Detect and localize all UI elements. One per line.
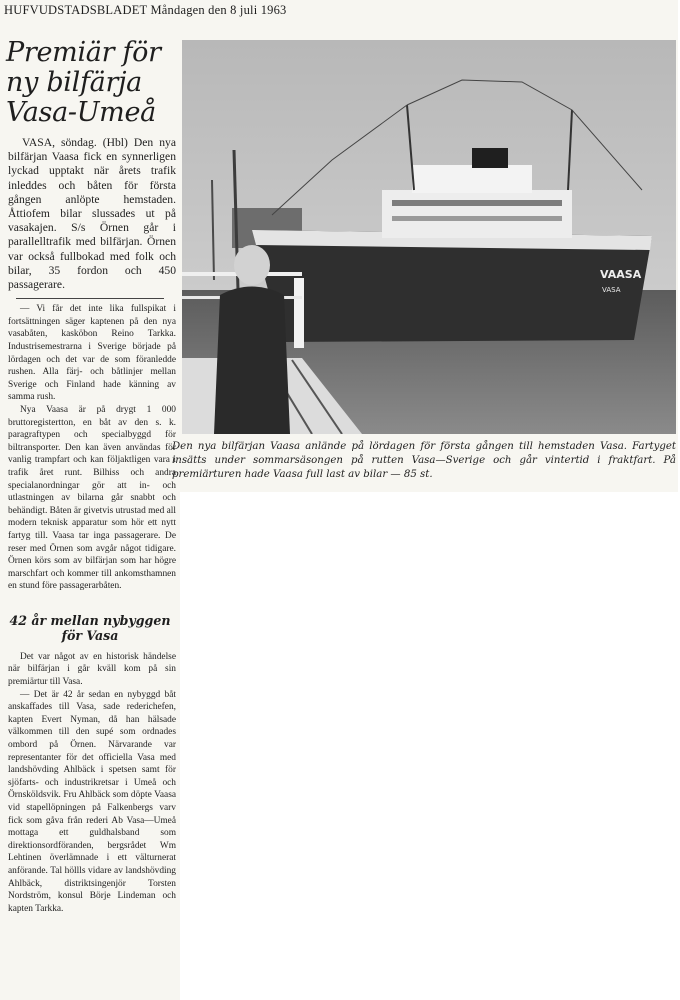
article-column xyxy=(2,32,178,998)
hull-name: VAASA xyxy=(600,268,642,281)
body-paragraph: — Vi får det inte lika fullspikat i fortsättningen säger kaptenen på den nya vasabåten, kasköbon Reino Tarkka. Industrisemestrarna i Sverige började på lördagen och det var de som föranledde rushen. Alla färj- och båtlinjer mellan Sverige och Finland hade känning av samma rush. xyxy=(8,304,176,403)
body-paragraph: Nya Vaasa är på drygt 1 000 bruttoregistertton, en båt av den s. k. paragraftypen och specialbyggd för biltransporter. Den kan även användas för vanlig trampfart och kan följaktligen vara i trafik året runt. Bilhiss och andra specialanordningar gör att in- och utlastningen av bilarna går snabbt och behändigt. Båten är givetvis utrustad med all modern teknisk apparatur som hör ett nytt fartyg till. Vaasa tar inga passagerare. De reser med Örnen som avgår något tidigare. Örnen körs som av bilfärjan som har högre marschfart och kommer till ankomsthamnen en stund före passagerarbåten. xyxy=(8,404,176,592)
lead-text: VASA, söndag. (Hbl) Den nya bilfärjan Vaasa fick en synnerligen lyckad upptakt när årets trafik inleddes och båten för första gången anlöpte hemstaden. Åttiofem bilar slussades ut på vasakajen. S/s Örnen går i parallelltrafik med bilfärjan. Örnen var också fullbokad med folk och bilar, 35 fordon och 450 passagerare. xyxy=(8,136,176,292)
headline: Premiär för ny bilfärja Vasa-Umeå xyxy=(6,37,161,128)
body-paragraph: Det var något av en historisk händelse när bilfärjan i går kväll kom på sin premiärtur till Vasa. xyxy=(8,651,176,688)
body-paragraph: — Det är 42 år sedan en nybyggd båt anskaffades till Vasa, sade rederichefen, kapten Evert Nyman, då han hälsade välkommen till den supé som ordnades ombord på Örnen. Närvarande var representanter för det officiella Vasa med landshövding Ahlbäck i spetsen samt för sjöfarts- och industrikretsar i Umeå och Örnsköldsvik. Fru Ahlbäck som döpte Vaasa vid stapellöpningen på Falkenbergs varv fick som gåva från rederi Ab Vasa—Umeå mottaga ett guldhalsband som direktionsordföranden, bergsrådet Wm Lehtinen överlämnade i ett välturnerat anförande. Tal höllls vidare av landshövding Ahlbäck, distriktsingenjör Torsten Nordström, konsul Börje Lindeman och kapten Tarkka. xyxy=(8,689,176,914)
hull-subname: VASA xyxy=(602,286,621,294)
photo-caption: Den nya bilfärjan Vaasa anlände på lördagen för första gången till hemstaden Vasa. Fartyget insätts under sommarsäsongen på rutten Vasa—Sverige och går vintertid i fraktfart. På premiärturen hade Vaasa full last av bilar — 85 st. xyxy=(172,441,676,480)
masthead: HUFVUDSTADSBLADET Måndagen den 8 juli 1963 xyxy=(4,3,287,17)
ferry-photo xyxy=(182,40,676,434)
divider xyxy=(16,298,164,299)
article-body xyxy=(8,303,176,593)
lead-paragraph xyxy=(8,136,176,292)
blank-area xyxy=(180,492,680,1000)
article-body-2 xyxy=(8,651,176,915)
subheading: 42 år mellan nybyggen för Vasa xyxy=(9,612,171,643)
